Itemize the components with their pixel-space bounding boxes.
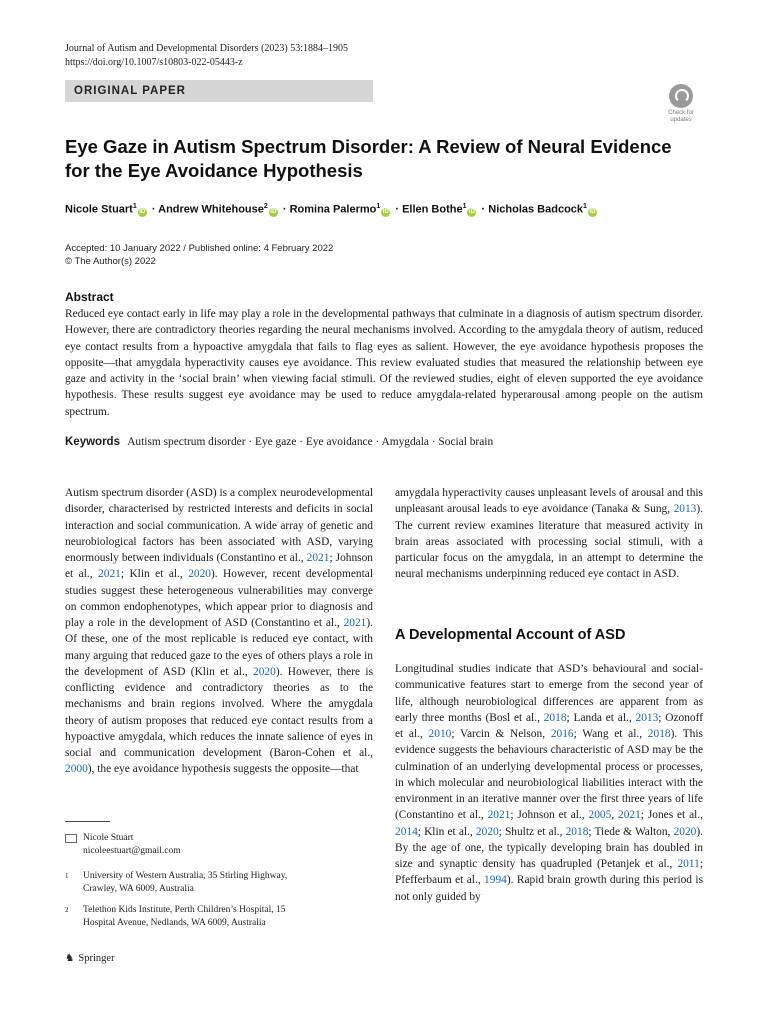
affiliation-footnote-1 — [65, 870, 365, 898]
author-affiliation-mark: 1 — [462, 203, 467, 210]
body-text: ; Landa et al., — [566, 711, 636, 724]
copyright-line: © The Author(s) 2022 — [65, 256, 156, 267]
citation-link[interactable]: 2018 — [543, 711, 567, 724]
accepted-published-line: Accepted: 10 January 2022 / Published online: 4 February 2022 — [65, 243, 334, 254]
author-list — [65, 203, 599, 217]
body-text: ). By the age of one, the typically developing brain has doubled in size and synaptic density has quadrupled (Petanjek et al., — [395, 825, 703, 870]
body-text: ; Klin et al., — [417, 825, 476, 838]
citation-link[interactable]: 2020 — [475, 825, 499, 838]
correspondence-name: Nicole Stuart — [83, 833, 134, 843]
affiliation-mark: 1 — [65, 872, 69, 880]
author-separator: · — [392, 203, 403, 216]
author-name[interactable]: Nicole Stuart — [65, 203, 133, 216]
body-text: ; Johnson et al., — [510, 809, 589, 822]
author-separator: · — [279, 203, 290, 216]
body-column-right-top — [395, 485, 703, 583]
section-heading: A Developmental Account of ASD — [395, 627, 626, 643]
body-text: ; Tiede & Walton, — [588, 825, 674, 838]
citation-link[interactable]: 2018 — [565, 825, 589, 838]
author-affiliation-mark: 1 — [132, 203, 137, 210]
citation-link[interactable]: 2014 — [395, 825, 418, 838]
author-name[interactable]: Ellen Bothe — [402, 203, 463, 216]
keywords-list: Autism spectrum disorder · Eye gaze · Eye avoidance · Amygdala · Social brain — [127, 436, 494, 448]
affiliation-mark: 2 — [65, 906, 69, 914]
body-text: ; Ozonoff et al., — [395, 711, 703, 740]
correspondence-footnote — [65, 832, 365, 860]
affiliation-line: Hospital Avenue, Nedlands, WA 6009, Australia — [83, 918, 266, 928]
orcid-icon[interactable]: iD — [270, 208, 277, 215]
orcid-icon[interactable]: iD — [468, 208, 475, 215]
citation-link[interactable]: 2020 — [673, 825, 697, 838]
citation-link[interactable]: 2000 — [65, 763, 88, 776]
correspondence-email[interactable]: nicoleestuart@gmail.com — [83, 846, 181, 856]
body-text: , — [611, 809, 618, 822]
citation-link[interactable]: 2021 — [618, 809, 641, 822]
body-text: ; Varcin & Nelson, — [451, 728, 551, 740]
crossmark-icon — [669, 84, 693, 108]
body-text: ; Klin et al., — [120, 568, 189, 581]
orcid-icon[interactable]: iD — [589, 208, 596, 215]
crossmark-label: Check for updates — [668, 110, 694, 123]
body-text: ). However, there is conflicting evidence and contradictory theories as to the mechanisms and brain regions involved. Where the amygdala theory of autism proposes that reduced eye contact results from a hypoactive amygdala, which reduces the innate salience of eyes in social and communication development (Baron-Cohen et al., — [65, 665, 374, 759]
citation-link[interactable]: 1994 — [484, 874, 507, 887]
affiliation-line: University of Western Australia, 35 Stirling Highway, — [83, 871, 288, 881]
citation-link[interactable]: 2020 — [253, 665, 276, 678]
citation-link[interactable]: 2013 — [635, 711, 659, 724]
body-text: ). The current review examines literature that measured activity in brain areas associated with processing social stimuli, with a particular focus on the amygdala, in an attempt to determine the neural mechanisms underpinning reduced eye contact in ASD. — [395, 503, 703, 581]
keywords-heading: Keywords — [65, 436, 120, 448]
author-affiliation-mark: 1 — [376, 203, 381, 210]
body-column-right-bottom — [395, 661, 703, 905]
affiliation-line: Crawley, WA 6009, Australia — [83, 884, 194, 894]
journal-citation — [65, 42, 348, 70]
doi-link[interactable]: https://doi.org/10.1007/s10803-022-05443-z — [65, 57, 243, 68]
publication-dates — [65, 242, 333, 268]
author-separator: · — [478, 203, 489, 216]
paper-title: Eye Gaze in Autism Spectrum Disorder: A Review of Neural Evidence for the Eye Avoidance Hypothesis — [65, 136, 672, 181]
author-affiliation-mark: 1 — [583, 203, 587, 210]
citation-link[interactable]: 2021 — [343, 617, 367, 629]
article-type-banner: ORIGINAL PAPER — [65, 80, 373, 102]
body-text: ; Johnson et al., — [65, 552, 373, 581]
author-name[interactable]: Andrew Whitehouse — [158, 203, 264, 216]
citation-link[interactable]: 2021 — [98, 568, 121, 581]
citation-link[interactable]: 2021 — [487, 809, 511, 822]
footnote-divider — [65, 821, 110, 822]
citation-link[interactable]: 2018 — [647, 728, 671, 740]
keywords-line — [65, 436, 493, 448]
body-text: ), the eye avoidance hypothesis suggests the opposite—that — [87, 763, 359, 776]
citation-link[interactable]: 2010 — [428, 728, 452, 740]
envelope-icon — [65, 834, 77, 848]
journal-name: Journal of Autism and Developmental Disorders (2023) 53:1884–1905 — [65, 43, 349, 54]
author-name[interactable]: Romina Palermo — [289, 203, 377, 216]
citation-link[interactable]: 2013 — [673, 503, 697, 516]
author-affiliation-mark: 2 — [263, 203, 268, 210]
body-text: ). Rapid brain growth during this period is not only guided by — [395, 874, 703, 903]
body-text: ; Jones et al., — [640, 809, 703, 822]
body-text: ; Shultz et al., — [498, 825, 566, 838]
citation-link[interactable]: 2021 — [306, 552, 330, 564]
citation-link[interactable]: 2016 — [550, 728, 574, 740]
citation-link[interactable]: 2005 — [588, 809, 612, 822]
orcid-icon[interactable]: iD — [382, 208, 389, 215]
affiliation-footnote-2 — [65, 904, 365, 932]
body-text: ; Pfefferbaum et al., — [395, 858, 703, 887]
publisher-name: Springer — [78, 953, 115, 964]
abstract-text: Reduced eye contact early in life may play a role in the developmental pathways that culminate in a diagnosis of autism spectrum disorder. However, there are contradictory theories regarding the neural mechanisms involved. According to the amygdala theory of autism, reduced eye contact results from a hypoactive amygdala that fails to flag eyes as salient. However, the eye avoidance hypothesis proposes the opposite—that amygdala hyperactivity causes eye avoidance. This review evaluated studies that measured the relationship between eye gaze and activity in the ‘social brain’ when viewing facial stimuli. Of the reviewed studies, eight of eleven supported the eye avoidance hypothesis. These results suggest eye avoidance may be used to reduce amygdala-related hyperarousal among people on the autism spectrum. — [65, 308, 703, 418]
orcid-icon[interactable]: iD — [139, 208, 146, 215]
abstract-heading: Abstract — [65, 290, 114, 304]
check-for-updates-badge[interactable] — [661, 84, 701, 124]
citation-link[interactable]: 2020 — [188, 568, 211, 581]
body-text: ). However, recent developmental studies suggest these heterogeneous vulnerabilities may converge on common endophenotypes, which appear prior to diagnosis and play a role in the development of ASD (Constantino et al., — [65, 568, 373, 629]
author-separator: · — [148, 203, 159, 216]
affiliation-line: Telethon Kids Institute, Perth Children’s Hospital, 15 — [83, 905, 286, 915]
body-text: Longitudinal studies indicate that ASD’s behavioural and social-communicative features start to emerge from the second year of life, although neurobiological differences are apparent from as early three months (Bosl et al., — [395, 663, 703, 724]
citation-link[interactable]: 2011 — [677, 858, 700, 870]
body-text: ). This evidence suggests the behaviours characteristic of ASD may be the culmination of an underlying developmental process or processes, in which molecular and neurobiological liabilities interact with the environment in an iterative manner over the first three years of life (Constantino et al., — [395, 728, 703, 822]
publisher-footer — [65, 952, 115, 964]
author-name[interactable]: Nicholas Badcock — [488, 203, 584, 216]
body-text: ; Wang et al., — [573, 728, 648, 740]
body-text: amygdala hyperactivity causes unpleasant levels of arousal and this unpleasant arousal leads to eye avoidance (Tanaka & Sung, — [395, 487, 703, 516]
body-text: Autism spectrum disorder (ASD) is a complex neurodevelopmental disorder, characterised by restricted interests and deficits in social interaction and social communication. A wide array of genetic and neurobiological factors has been associated with ASD, varying enormously between individuals (Constantino et al., — [65, 487, 373, 564]
body-text: ). Of these, one of the most replicable is reduced eye contact, with many arguing that reduced gaze to the eyes of others plays a role in the development of ASD (Klin et al., — [65, 617, 373, 678]
springer-horse-icon: ♞ — [65, 953, 75, 964]
body-column-left — [65, 485, 373, 778]
